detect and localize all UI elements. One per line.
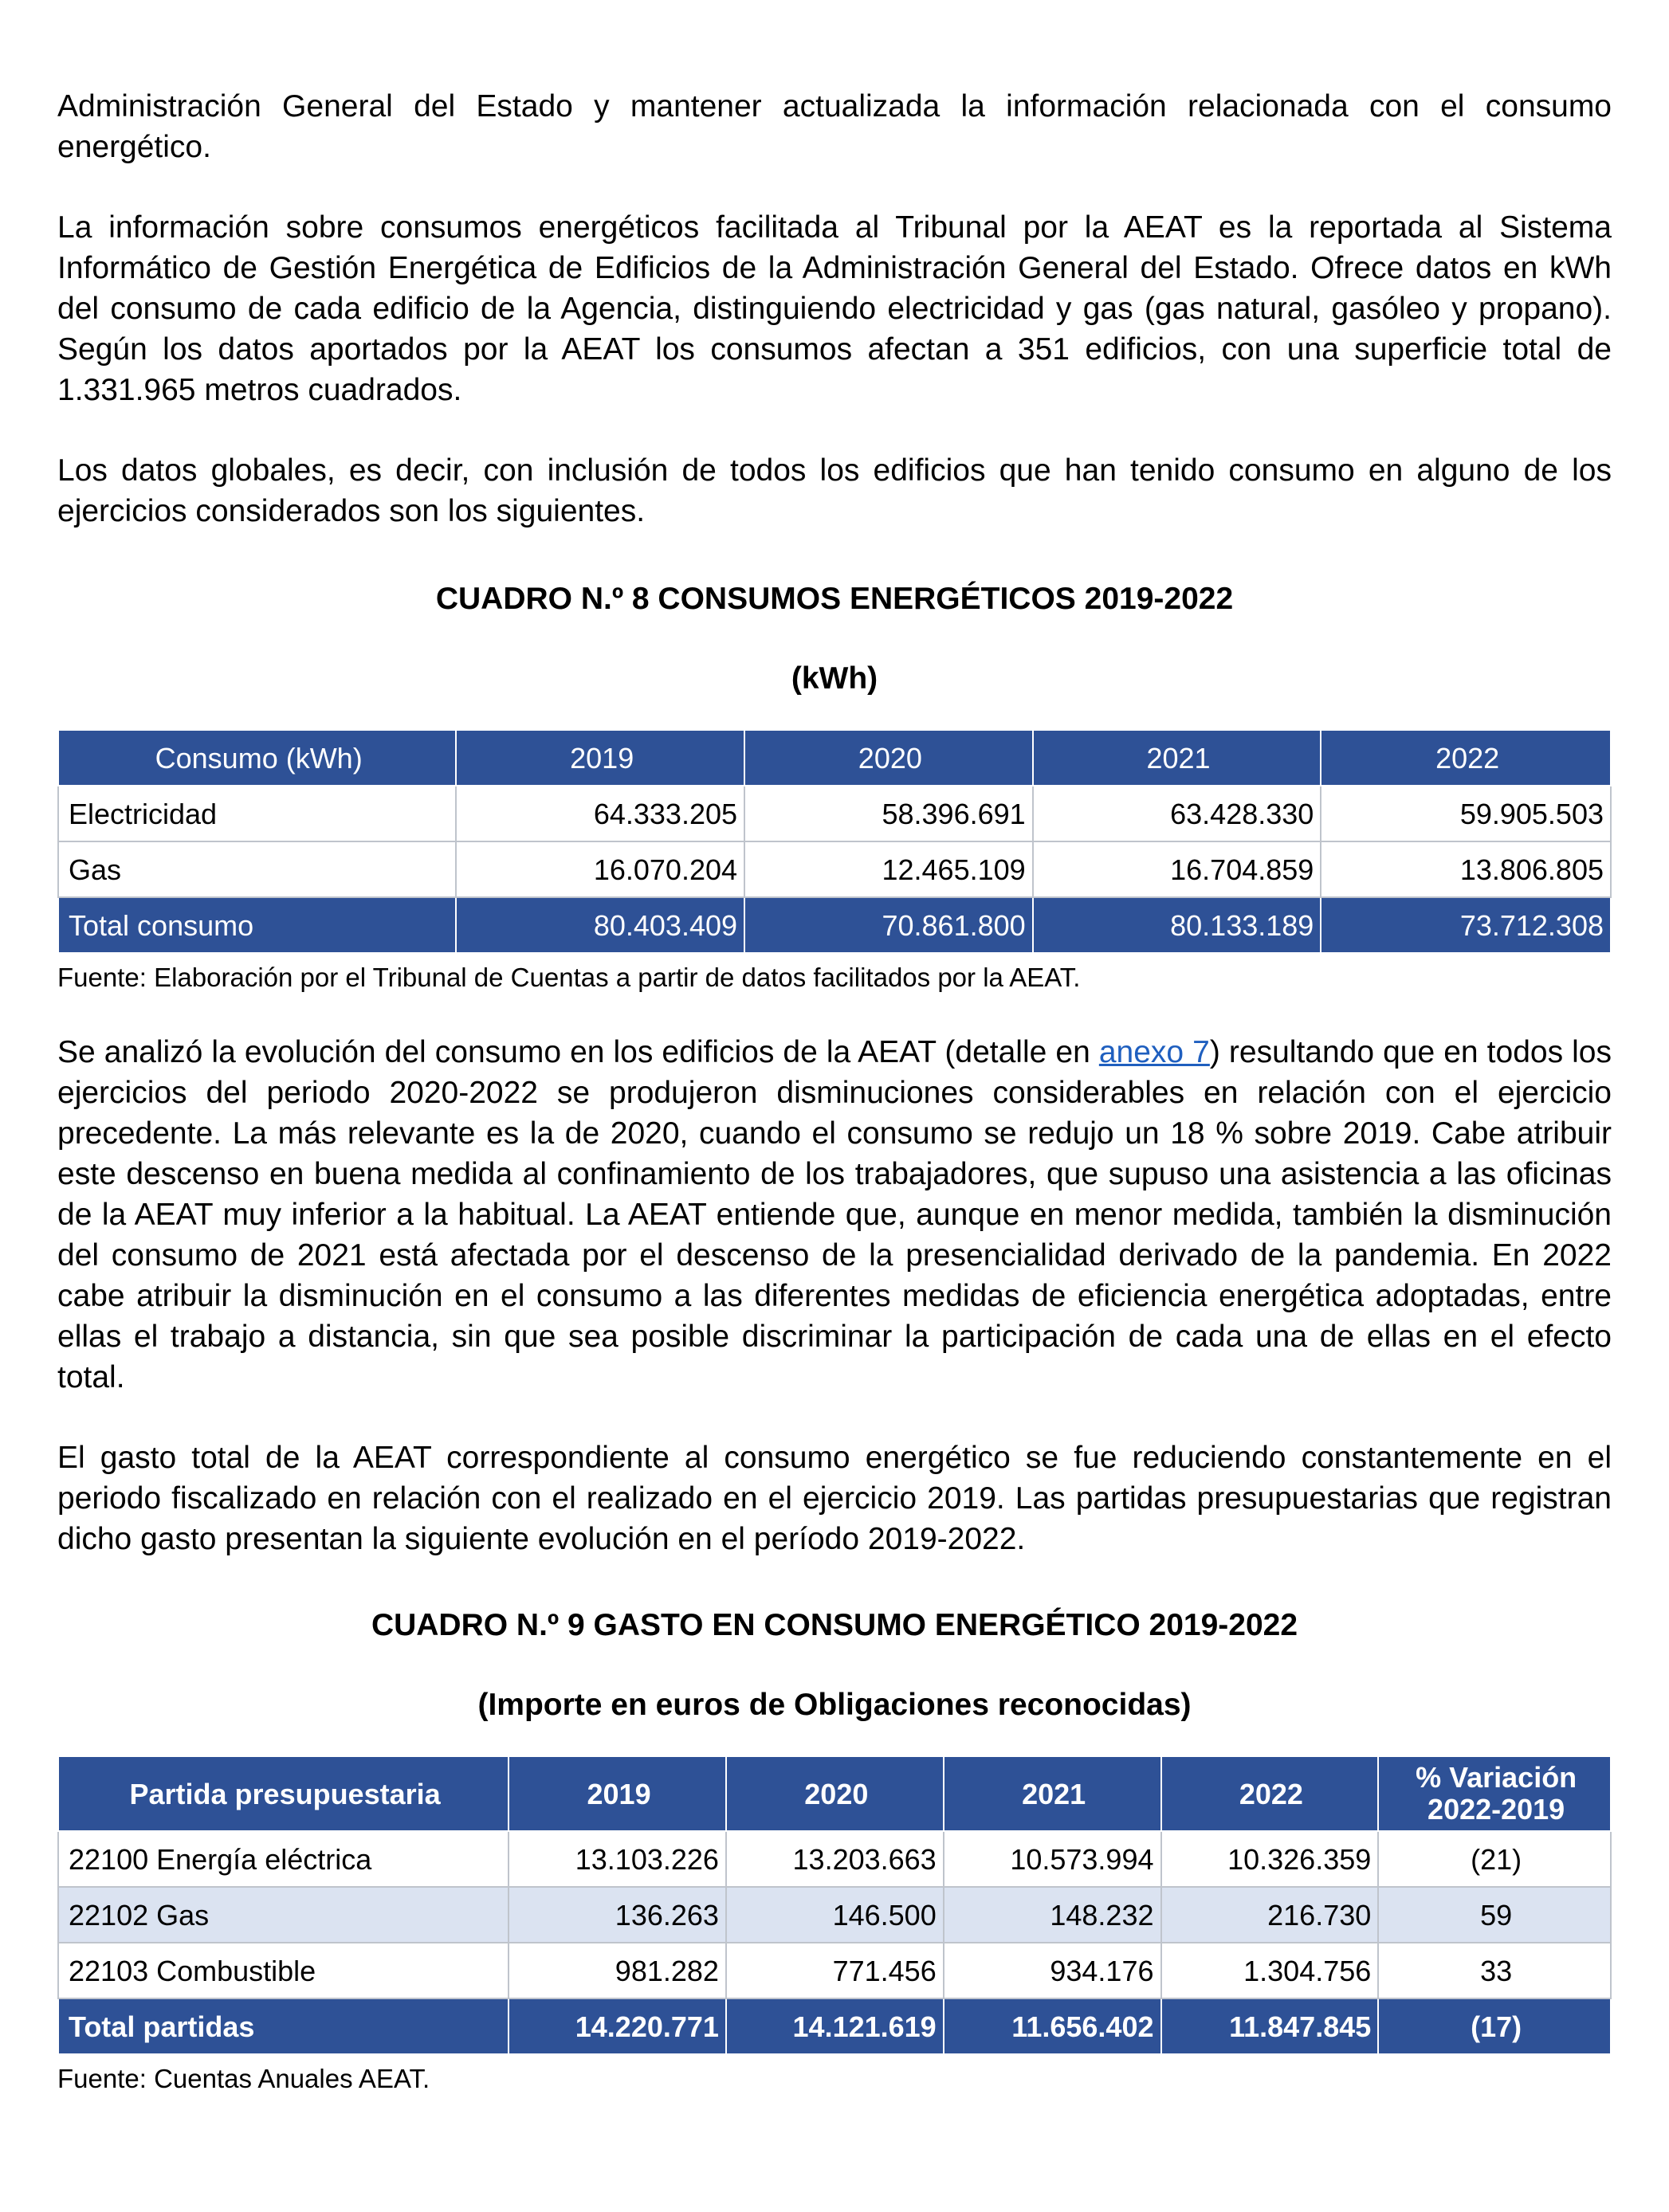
row-label: 22103 Combustible (58, 1943, 509, 1998)
header-cell: 2020 (744, 730, 1033, 786)
value-cell: 59.905.503 (1321, 786, 1611, 841)
header-cell: 2019 (456, 730, 744, 786)
variation-header-cell (1378, 1756, 1611, 1831)
header-cell: 2021 (1033, 730, 1321, 786)
paragraph-4 (57, 1032, 1612, 1398)
value-cell: 1.304.756 (1161, 1943, 1379, 1998)
value-cell: 981.282 (509, 1943, 726, 1998)
variation-header-line-2: 2022-2019 (1427, 1793, 1565, 1826)
header-cell: 2020 (726, 1756, 944, 1831)
header-cell: Partida presupuestaria (58, 1756, 509, 1831)
total-cell: 73.712.308 (1321, 897, 1611, 953)
table-header-row (58, 730, 1611, 786)
header-cell: Consumo (kWh) (58, 730, 456, 786)
total-cell: 11.656.402 (944, 1998, 1161, 2054)
paragraph-4-end: ) resultando que en todos los ejercicios del periodo 2020-2022 se produjeron disminuciones considerables en relación con el ejercicio precedente. La más relevante es la de 2020, cuando el consumo se redujo un 18 % sobre 2019. Cabe atribuir este descenso en buena medida al confinamiento de los trabajadores, que supuso una asistencia a las oficinas de la AEAT muy inferior a la habitual. La AEAT entiende que, aunque en menor medida, también la disminución del consumo de 2021 está afectada por el descenso de la presencialidad derivado de la pandemia. En 2022 cabe atribuir la disminución en el consumo a las diferentes medidas de eficiencia energética adoptadas, entre ellas el trabajo a distancia, sin que sea posible discriminar la participación de cada una de ellas en el efecto total. (57, 1035, 1612, 1394)
value-cell: 13.103.226 (509, 1831, 726, 1887)
header-cell: 2022 (1321, 730, 1611, 786)
variation-total-cell: (17) (1378, 1998, 1611, 2054)
value-cell: 148.232 (944, 1887, 1161, 1943)
table-row (58, 1887, 1611, 1943)
total-cell: 80.403.409 (456, 897, 744, 953)
table-header-row (58, 1756, 1611, 1831)
value-cell: 10.573.994 (944, 1831, 1161, 1887)
table8-source: Fuente: Elaboración por el Tribunal de Cuentas a partir de datos facilitados por la AEAT. (57, 963, 1081, 992)
paragraph-4-start: Se analizó la evolución del consumo en los edificios de la AEAT (detalle en (57, 1035, 1099, 1069)
total-cell: 70.861.800 (744, 897, 1033, 953)
annex-7-link[interactable]: anexo 7 (1098, 1035, 1210, 1069)
value-cell: 13.203.663 (726, 1831, 944, 1887)
value-cell: 136.263 (509, 1887, 726, 1943)
table8-subtitle: (kWh) (791, 661, 878, 696)
paragraph-5: El gasto total de la AEAT correspondiente al consumo energético se fue reduciendo constantemente en el periodo fiscalizado en relación con el realizado en el ejercicio 2019. Las partidas presupuestarias que registran dicho gasto presentan la siguiente evolución en el período 2019-2022. (57, 1441, 1612, 1556)
table9-subtitle: (Importe en euros de Obligaciones reconocidas) (477, 1688, 1192, 1722)
table8-title: CUADRO N.º 8 CONSUMOS ENERGÉTICOS 2019-2022 (435, 582, 1234, 616)
variation-cell: (21) (1378, 1831, 1611, 1887)
table9-source: Fuente: Cuentas Anuales AEAT. (57, 2064, 430, 2093)
value-cell: 58.396.691 (744, 786, 1033, 841)
table-total-row (58, 1998, 1611, 2054)
table-row (58, 786, 1611, 841)
energy-consumption-table (57, 729, 1612, 954)
row-label: 22100 Energía eléctrica (58, 1831, 509, 1887)
header-cell: 2022 (1161, 1756, 1379, 1831)
total-cell: 14.220.771 (509, 1998, 726, 2054)
variation-cell: 59 (1378, 1887, 1611, 1943)
row-label: Gas (58, 841, 456, 897)
header-cell: 2021 (944, 1756, 1161, 1831)
value-cell: 16.070.204 (456, 841, 744, 897)
row-label: Total partidas (58, 1998, 509, 2054)
paragraph-2: La información sobre consumos energéticos facilitada al Tribunal por la AEAT es la reportada al Sistema Informático de Gestión Energética de Edificios de la Administración General del Estado. Ofrece datos en kWh del consumo de cada edificio de la Agencia, distinguiendo electricidad y gas (gas natural, gasóleo y propano). Según los datos aportados por la AEAT los consumos afectan a 351 edificios, con una superficie total de 1.331.965 metros cuadrados. (57, 210, 1612, 407)
table-row (58, 1831, 1611, 1887)
row-label: Total consumo (58, 897, 456, 953)
variation-header-line-1: % Variación (1416, 1761, 1577, 1794)
table9-title: CUADRO N.º 9 GASTO EN CONSUMO ENERGÉTICO 2019-2022 (371, 1608, 1298, 1642)
row-label: Electricidad (58, 786, 456, 841)
value-cell: 64.333.205 (456, 786, 744, 841)
value-cell: 10.326.359 (1161, 1831, 1379, 1887)
value-cell: 12.465.109 (744, 841, 1033, 897)
value-cell: 771.456 (726, 1943, 944, 1998)
value-cell: 146.500 (726, 1887, 944, 1943)
energy-expense-table (57, 1755, 1612, 2055)
document-page (57, 86, 1612, 2095)
total-cell: 80.133.189 (1033, 897, 1321, 953)
table-total-row (58, 897, 1611, 953)
value-cell: 216.730 (1161, 1887, 1379, 1943)
value-cell: 16.704.859 (1033, 841, 1321, 897)
value-cell: 934.176 (944, 1943, 1161, 1998)
paragraph-3: Los datos globales, es decir, con inclusión de todos los edificios que han tenido consumo en alguno de los ejercicios considerados son los siguientes. (57, 453, 1612, 528)
row-label: 22102 Gas (58, 1887, 509, 1943)
value-cell: 63.428.330 (1033, 786, 1321, 841)
variation-cell: 33 (1378, 1943, 1611, 1998)
header-cell: 2019 (509, 1756, 726, 1831)
table-row (58, 841, 1611, 897)
value-cell: 13.806.805 (1321, 841, 1611, 897)
paragraph-1: Administración General del Estado y mantener actualizada la información relacionada con el consumo energético. (57, 89, 1612, 164)
table-row (58, 1943, 1611, 1998)
total-cell: 11.847.845 (1161, 1998, 1379, 2054)
total-cell: 14.121.619 (726, 1998, 944, 2054)
